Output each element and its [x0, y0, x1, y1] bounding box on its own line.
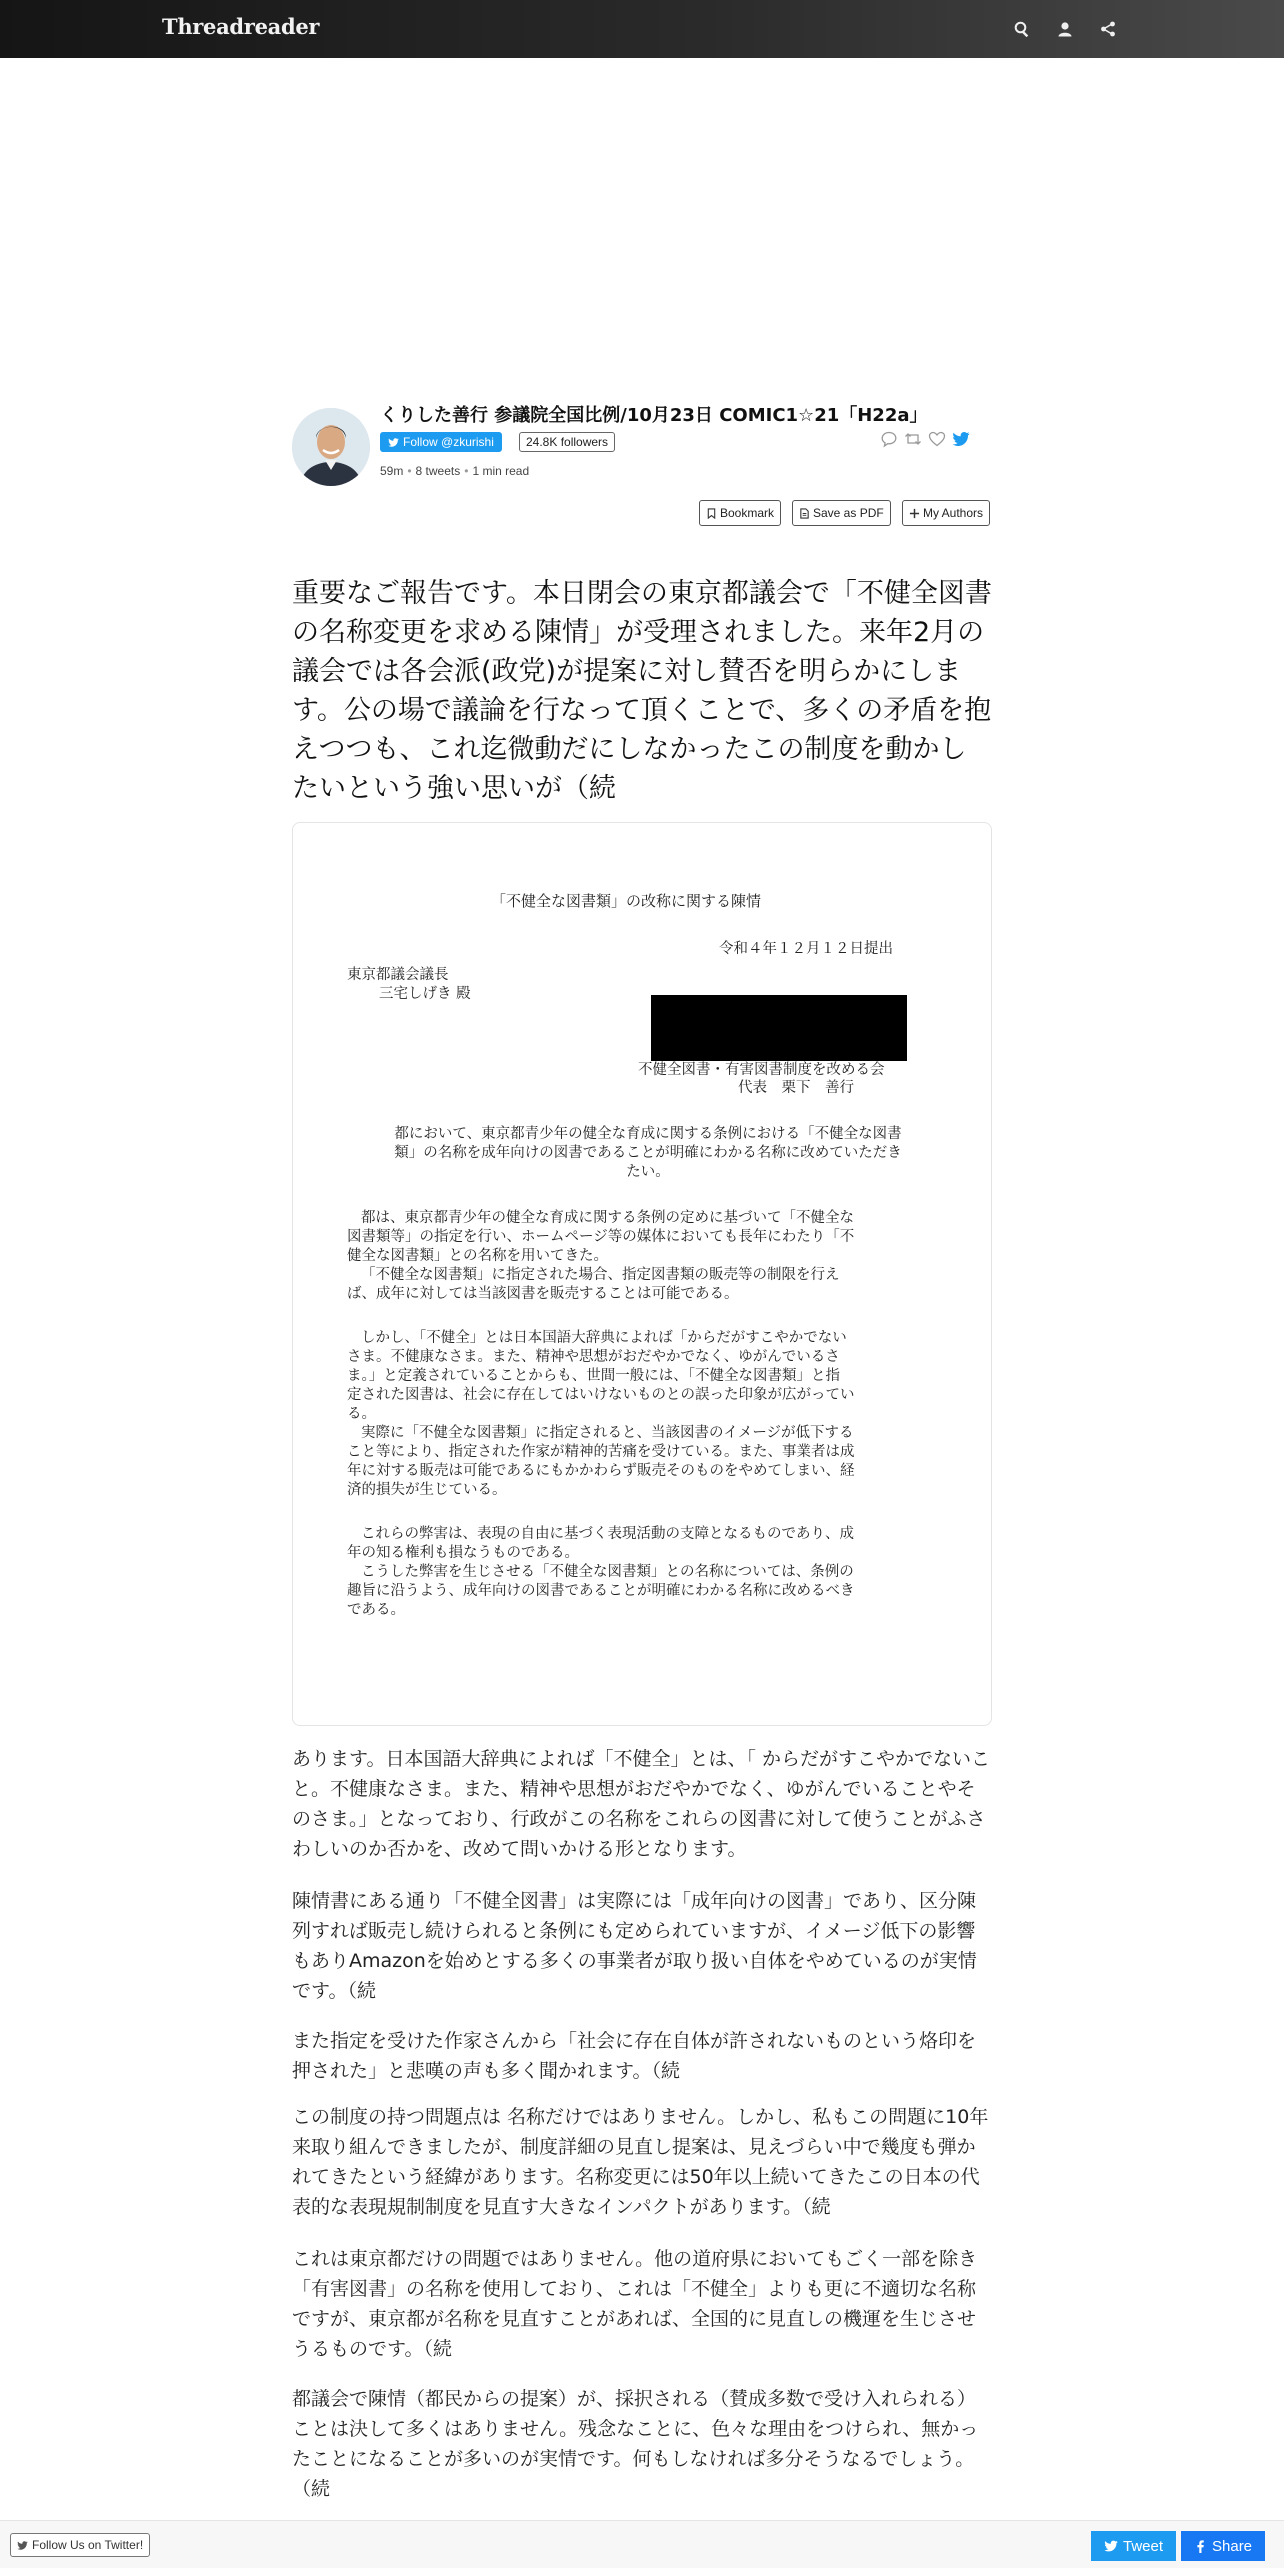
lead-tweet: 重要なご報告です。本日閉会の東京都議会で「不健全図書の名称変更を求める陳情」が受理されました。来年2月の議会では各会派(政党)が提案に対し賛否を明らかにします。公の場で議論を行なって頂くことで、多くの矛盾を抱えつつも、これ迄微動だにしなかったこの制度を動かしたいという強い思いが（続	[292, 578, 992, 804]
doc-title: 「不健全な図書類」の改称に関する陳情	[491, 892, 762, 910]
doc-line: 「不健全な図書類」に指定された場合、指定図書類の販売等の制限を行え	[361, 1267, 840, 1283]
tweet-text: あります。日本国語大辞典によれば「不健全」とは、「 からだがすこやかでないこと。不健康なさま。また、精神や思想がおだやかでなく、ゆがんでいることやそのさま。」となっており、行政がこの名称をこれらの図書に対して使うことがふさわしいのか否かを、改めて問いかける形となります。	[292, 1748, 991, 1860]
doc-line: 図書類等」の指定を行い、ホームページ等の媒体においても長年にわたり「不	[347, 1229, 855, 1245]
user-icon[interactable]	[1055, 19, 1075, 39]
doc-paragraph-4	[347, 1525, 949, 1620]
follow-us-label: Follow Us on Twitter!	[32, 2538, 144, 2552]
tweet-button[interactable]	[1091, 2531, 1176, 2561]
tweet-text: また指定を受けた作家さんから「社会に存在自体が許されないものという烙印を押された」と悲嘆の声も多く聞かれます。（続	[292, 2030, 977, 2082]
avatar[interactable]	[292, 408, 370, 486]
followers-count: 24.8K followers	[519, 432, 615, 452]
tweet-count: 8 tweets	[415, 464, 461, 478]
plus-icon	[909, 508, 920, 519]
tweet-text: これは東京都だけの問題ではありません。他の道府県においてもごく一部を除き「有害図書」の名称を使用しており、これは「不健全」よりも更に不適切な名称ですが、東京都が名称を見直すことがあれば、全国的に見直しの機運を生じさせうるものです。（続	[292, 2248, 978, 2360]
doc-line: これらの弊害は、表現の自由に基づく表現活動の支障となるものであり、成	[361, 1526, 854, 1542]
like-icon[interactable]	[928, 430, 946, 448]
share-icon[interactable]	[1098, 19, 1118, 39]
doc-addressee: 東京都議会議長	[347, 967, 449, 983]
doc-paragraph-3	[347, 1329, 949, 1500]
twitter-bird-icon[interactable]	[952, 430, 970, 448]
share-label: Share	[1212, 2537, 1253, 2555]
twitter-icon	[1104, 2539, 1118, 2553]
doc-sender-rep: 代表 栗下 善行	[738, 1080, 854, 1096]
doc-line: さま。不健康なさま。また、精神や思想がおだやかでなく、ゆがんでいるさ	[347, 1349, 840, 1365]
doc-line: 定された図書は、社会に存在してはいけないものとの誤った印象が広がってい	[347, 1387, 855, 1403]
tweet-text: 都議会で陳情（都民からの提案）が、採択される（賛成多数で受け入れられる）ことは決して多くはありません。残念なことに、色々な理由をつけられ、無かったことになることが多いのが実情です。何もしなければ多分そうなるでしょう。（続	[292, 2388, 979, 2500]
bookmark-button[interactable]	[699, 500, 781, 526]
facebook-icon	[1194, 2540, 1207, 2553]
save-pdf-label: Save as PDF	[813, 506, 884, 520]
doc-line: る。	[347, 1406, 376, 1422]
tweet-text: 陳情書にある通り「不健全図書」は実際には「成年向けの図書」であり、区分陳列すれば販売し続けられると条例にも定められていますが、イメージ低下の影響もありAmazonを始めとする多くの事業者が取り扱い自体をやめているのが実情です。（続	[292, 1890, 977, 2002]
redacted-block	[651, 995, 907, 1061]
bookmark-icon	[706, 508, 717, 519]
my-authors-label: My Authors	[923, 506, 984, 520]
doc-line: ば、成年に対しては当該図書を販売することは可能である。	[347, 1286, 739, 1302]
search-icon[interactable]	[1012, 19, 1032, 39]
time-ago: 59m	[380, 464, 404, 478]
author-name[interactable]: くりした善行 参議院全国比例/10月23日 COMIC1☆21「H22a」	[380, 405, 928, 426]
twitter-icon	[17, 2540, 28, 2551]
doc-line: 健全な図書類」との名称を用いてきた。	[347, 1248, 608, 1264]
bookmark-label: Bookmark	[720, 506, 775, 520]
retweet-icon[interactable]	[904, 430, 922, 448]
doc-line: 都において、東京都青少年の健全な育成に関する条例における「不健全な図書	[394, 1126, 902, 1142]
doc-date: 令和４年１２月１２日提出	[719, 941, 893, 957]
doc-line: である。	[347, 1602, 405, 1618]
follow-label: Follow @zkurishi	[403, 435, 494, 449]
doc-paragraph-1	[347, 1125, 949, 1182]
doc-paragraph-2	[347, 1209, 949, 1304]
tweet-label: Tweet	[1123, 2537, 1164, 2555]
doc-line: こうした弊害を生じさせる「不健全な図書類」との名称については、条例の	[361, 1564, 854, 1580]
reply-icon[interactable]	[880, 430, 898, 448]
save-pdf-button[interactable]	[792, 500, 891, 526]
doc-line: 趣旨に沿うよう、成年向けの図書であることが明確にわかる名称に改めるべき	[347, 1583, 855, 1599]
doc-line: 都は、東京都青少年の健全な育成に関する条例の定めに基づいて「不健全な	[361, 1210, 854, 1226]
doc-line: 年に対する販売は可能であるにもかかわらず販売そのものをやめてしまい、経	[347, 1463, 855, 1479]
doc-line: ま。」と定義されていることからも、世間一般には、「不健全な図書類」と指	[347, 1368, 840, 1384]
tweet-image[interactable]	[292, 822, 992, 1726]
doc-line: 実際に「不健全な図書類」に指定されると、当該図書のイメージが低下する	[361, 1425, 854, 1441]
file-pdf-icon	[799, 508, 810, 519]
doc-line: 類」の名称を成年向けの図書であることが明確にわかる名称に改めていただき	[394, 1145, 902, 1161]
navbar	[0, 0, 1284, 58]
doc-line: 年の知る権利も損なうものである。	[347, 1545, 579, 1561]
follow-button[interactable]	[380, 432, 502, 452]
doc-line: たい。	[626, 1164, 670, 1180]
tweet-text: この制度の持つ問題点は 名称だけではありません。しかし、私もこの問題に10年来取り組んできましたが、制度詳細の見直し提案は、見えづらい中で幾度も弾かれてきたという経緯があります。名称変更には50年以上続いてきたこの日本の代表的な表現規制制度を見直す大きなインパクトがあります。（続	[292, 2106, 989, 2218]
read-time: 1 min read	[472, 464, 530, 478]
doc-sender-org: 不健全図書・有害図書制度を改める会	[638, 1062, 885, 1078]
thread-meta: 59m • 8 tweets • 1 min read	[380, 464, 530, 478]
thread-actions	[880, 430, 970, 448]
my-authors-button[interactable]	[902, 500, 990, 526]
follow-us-button[interactable]	[10, 2533, 150, 2557]
doc-addressee-name: 三宅しげき 殿	[379, 986, 471, 1002]
doc-line: こと等により、指定された作家が精神的苦痛を受けている。また、事業者は成	[347, 1444, 855, 1460]
doc-line: 済的損失が生じている。	[347, 1482, 507, 1498]
doc-line: しかし、「不健全」とは日本国語大辞典によれば「からだがすこやかでない	[361, 1330, 847, 1346]
brand-logo[interactable]: Threadreader	[162, 14, 320, 39]
twitter-icon	[388, 437, 399, 448]
facebook-share-button[interactable]	[1181, 2531, 1265, 2561]
bottom-bar	[0, 2520, 1284, 2568]
